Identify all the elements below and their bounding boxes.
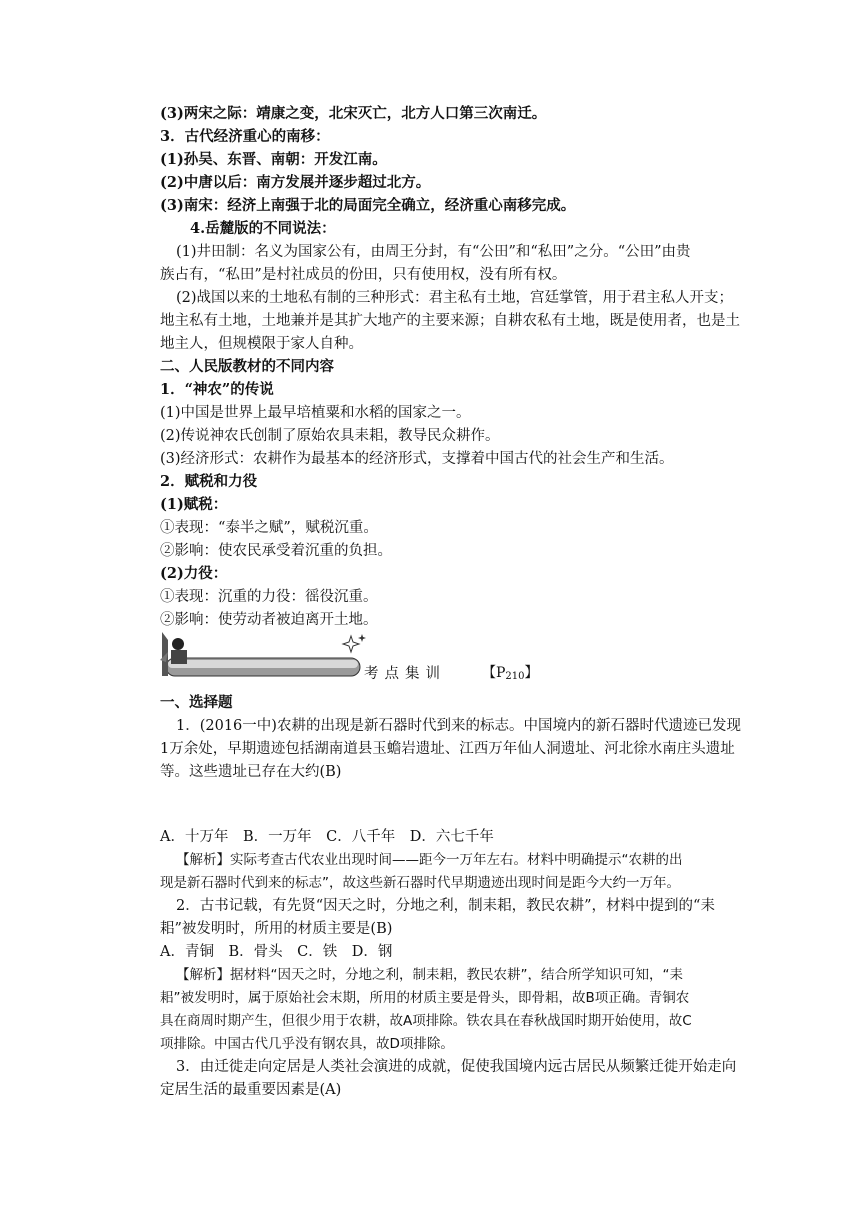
text-line: (1)赋税：	[160, 496, 228, 513]
text-line: (1)中国是世界上最早培植粟和水稻的国家之一。	[160, 405, 471, 421]
text-line: (3)两宋之际：靖康之变，北宋灭亡，北方人口第三次南迁。	[160, 105, 547, 122]
text-line: 地主私有土地，土地兼并是其扩大地产的主要来源；自耕农私有土地，既是使用者，也是土	[160, 313, 740, 329]
student-reading-icon	[158, 632, 538, 680]
text-line: ①表现：“泰半之赋”，赋税沉重。	[160, 520, 378, 536]
page-ref-prefix: 【P	[482, 665, 506, 681]
question-line: 定居生活的最重要因素是(A)	[160, 1082, 342, 1098]
section-heading: 二、人民版教材的不同内容	[160, 358, 334, 375]
question-line: 1．(2016一中)农耕的出现是新石器时代到来的标志。中国境内的新石器时代遗迹已发现	[176, 718, 741, 734]
analysis-line: 【解析】实际考查古代农业出现时间——距今一万年左右。材料中明确提示“农耕的出	[176, 852, 683, 868]
text-line: ①表现：沉重的力役：徭役沉重。	[160, 589, 378, 605]
question-line: 2．古书记载，有先贤“因天之时，分地之利，制耒耜，教民农耕”，材料中提到的“耒	[176, 898, 715, 914]
answer-options: A．十万年 B．一万年 C．八千年 D．六七千年	[160, 829, 494, 845]
analysis-line: 具在商周时期产生，但很少用于农耕，故A项排除。铁农具在春秋战国时期开始使用，故C	[160, 1013, 692, 1029]
question-line: 等。这些遗址已存在大约(B)	[160, 764, 342, 780]
text-line: (1)孙吴、东晋、南朝：开发江南。	[160, 151, 387, 168]
question-line: 1万余处，早期遗迹包括湖南道县玉蟾岩遗址、江西万年仙人洞遗址、河北徐水南庄头遗址	[160, 741, 735, 757]
text-line: 地主人，但规模限于家人自种。	[160, 336, 363, 352]
banner-title: 考点集训	[364, 666, 446, 682]
section-heading: 3．古代经济重心的南移：	[160, 128, 330, 145]
page-reference	[482, 662, 539, 682]
question-line: 耜”被发明时，所用的材质主要是(B)	[160, 921, 393, 937]
section-heading: 1．“神农”的传说	[160, 381, 274, 398]
text-line: (2)战国以来的土地私有制的三种形式：君主私有土地，宫廷掌管，用于君主私人开支；	[176, 290, 734, 306]
section-banner	[158, 632, 538, 680]
text-line: 族占有，“私田”是村社成员的份田，只有使用权，没有所有权。	[160, 267, 567, 283]
text-line: (3)南宋：经济上南强于北的局面完全确立，经济重心南移完成。	[160, 197, 576, 214]
text-line: (2)中唐以后：南方发展并逐步超过北方。	[160, 174, 431, 191]
section-heading: 4.岳麓版的不同说法：	[190, 220, 336, 237]
text-line: (2)传说神农氏创制了原始农具耒耜，教导民众耕作。	[160, 428, 500, 444]
text-line: ②影响：使农民承受着沉重的负担。	[160, 543, 392, 559]
text-line: (2)力役：	[160, 565, 228, 582]
page-ref-number: 210	[505, 671, 525, 682]
analysis-line: 【解析】据材料“因天之时，分地之利，制耒耜，教民农耕”，结合所学知识可知，“耒	[176, 967, 683, 983]
answer-options: A．青铜 B．骨头 C．铁 D．钢	[160, 944, 393, 960]
page-ref-suffix: 】	[524, 665, 539, 681]
analysis-line: 耜”被发明时，属于原始社会末期，所用的材质主要是骨头，即骨耜，故B项正确。青铜农	[160, 990, 690, 1006]
analysis-line: 项排除。中国古代几乎没有钢农具，故D项排除。	[160, 1036, 454, 1052]
section-heading: 2．赋税和力役	[160, 473, 258, 490]
analysis-line: 现是新石器时代到来的标志”，故这些新石器时代早期遗迹出现时间是距今大约一万年。	[160, 875, 680, 891]
section-heading: 一、选择题	[160, 694, 233, 711]
question-line: 3．由迁徙走向定居是人类社会演进的成就，促使我国境内远古居民从频繁迁徙开始走向	[176, 1059, 737, 1075]
text-line: ②影响：使劳动者被迫离开土地。	[160, 612, 378, 628]
text-line: (1)井田制：名义为国家公有，由周王分封，有“公田”和“私田”之分。“公田”由贵	[176, 244, 691, 260]
text-line: (3)经济形式：农耕作为最基本的经济形式，支撑着中国古代的社会生产和生活。	[160, 451, 674, 467]
